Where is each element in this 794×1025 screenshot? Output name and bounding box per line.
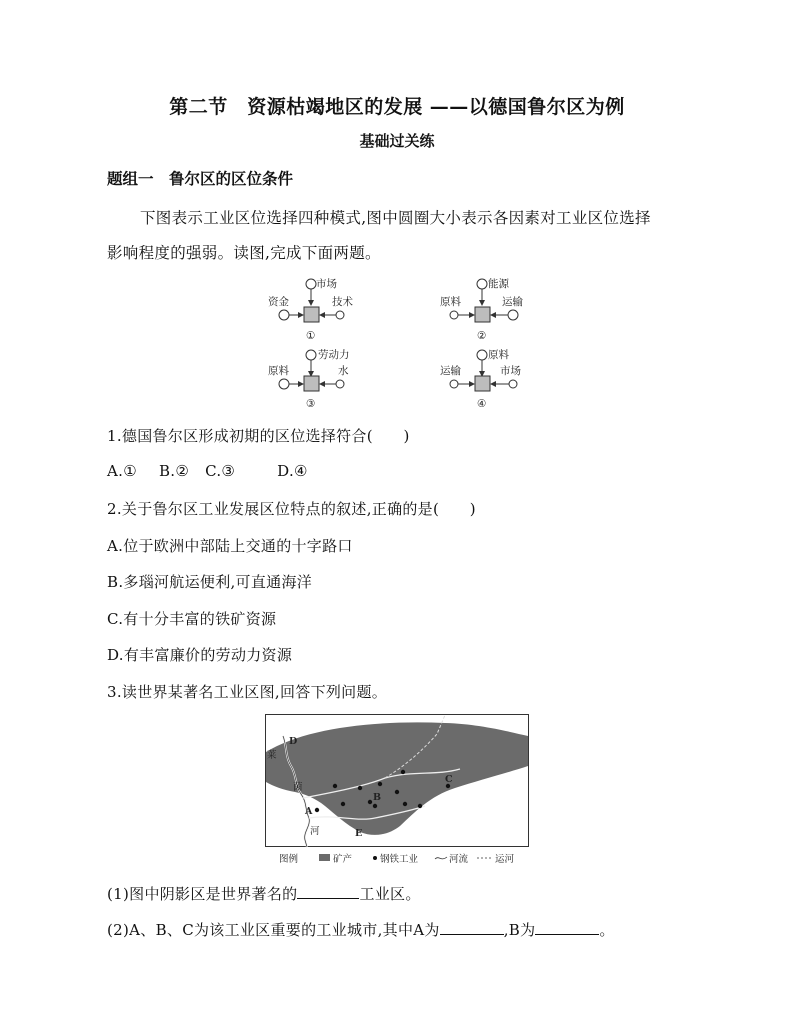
label-right: 水: [338, 365, 349, 377]
question-3-sub-2: [107, 919, 615, 940]
legend-river-symbol: [435, 857, 447, 859]
map-label-a: A: [305, 806, 313, 817]
location-mode-diagrams: [262, 275, 542, 410]
legend-steel: 钢铁工业: [380, 854, 419, 865]
diagram-mode-4: [440, 348, 521, 410]
steel-dot: [341, 802, 345, 806]
factor-circle: [477, 350, 487, 360]
industry-square: [304, 307, 319, 322]
river-char-lai: 莱: [267, 750, 277, 761]
industry-square: [304, 376, 319, 391]
question-2-option-c[interactable]: C.有十分丰富的铁矿资源: [107, 610, 277, 628]
label-right: 技术: [332, 296, 353, 308]
q3-sub1-prefix: (1)图中阴影区是世界著名的: [107, 885, 298, 903]
legend-mine: 矿产: [333, 854, 353, 865]
map-legend: [279, 853, 515, 865]
q3-sub2-answer-a-blank[interactable]: [440, 920, 504, 935]
industry-square: [475, 307, 490, 322]
question-2-stem: 2.关于鲁尔区工业发展区位特点的叙述,正确的是( ): [107, 500, 476, 518]
label-left: 资金: [268, 296, 289, 308]
factor-circle: [279, 379, 289, 389]
map-label-e: E: [355, 828, 363, 839]
q3-sub2-prefix: (2)A、B、C为该工业区重要的工业城市,其中A为: [107, 921, 440, 939]
legend-mine-swatch: [319, 854, 330, 861]
steel-dot: [373, 804, 377, 808]
steel-dot: [358, 786, 362, 790]
q3-sub1-answer-blank[interactable]: [297, 884, 359, 899]
intro-line-2: 影响程度的强弱。读图,完成下面两题。: [107, 244, 381, 262]
diagram-mode-3: [268, 348, 350, 410]
steel-dot: [395, 790, 399, 794]
map-label-d: D: [289, 736, 298, 747]
label-top: 原料: [488, 349, 509, 361]
label-number: ④: [477, 398, 487, 410]
label-left: 运输: [440, 365, 461, 377]
question-1-options: [107, 462, 330, 480]
legend-steel-dot: [373, 856, 377, 860]
factor-circle: [279, 310, 289, 320]
q3-sub2-answer-b-blank[interactable]: [535, 920, 599, 935]
intro-line-1: 下图表示工业区位选择四种模式,图中圆圈大小表示各因素对工业区位选择: [140, 209, 651, 227]
map-label-c: C: [445, 774, 453, 785]
diagram-mode-2: [440, 277, 523, 342]
label-top: 能源: [488, 278, 509, 290]
label-top: 市场: [316, 278, 337, 290]
label-number: ③: [306, 398, 316, 410]
steel-dot: [368, 800, 372, 804]
legend-title: 图例: [279, 854, 299, 865]
steel-dot: [378, 782, 382, 786]
option-b[interactable]: B.②: [158, 462, 190, 480]
question-2-option-a[interactable]: A.位于欧洲中部陆上交通的十字路口: [107, 537, 353, 555]
legend-river: 河流: [449, 854, 469, 865]
factor-circle: [306, 279, 316, 289]
diagram-mode-1: [268, 277, 353, 342]
question-3-sub-1: [107, 883, 421, 904]
label-top: 劳动力: [318, 349, 350, 361]
question-1-stem: 1.德国鲁尔区形成初期的区位选择符合( ): [107, 427, 410, 445]
factor-circle: [477, 279, 487, 289]
page-title: 第二节 资源枯竭地区的发展 ——以德国鲁尔区为例: [169, 96, 625, 118]
map-label-b: B: [373, 792, 382, 803]
page-subtitle: 基础过关练: [359, 132, 435, 150]
factor-circle: [306, 350, 316, 360]
section-heading: 题组一 鲁尔区的区位条件: [107, 169, 294, 188]
option-a[interactable]: A.①: [107, 462, 137, 480]
q3-sub2-middle: ,B为: [503, 921, 536, 939]
ruhr-industrial-map: [265, 714, 531, 869]
label-number: ②: [477, 330, 487, 342]
label-right: 市场: [500, 365, 521, 377]
label-right: 运输: [502, 296, 523, 308]
label-left: 原料: [268, 365, 289, 377]
factor-circle: [450, 311, 458, 319]
question-2-option-d[interactable]: D.有丰富廉价的劳动力资源: [107, 646, 293, 664]
steel-dot: [401, 770, 405, 774]
river-char-yin: 茵: [293, 782, 303, 793]
label-number: ①: [306, 330, 316, 342]
legend-canal: 运河: [495, 854, 515, 865]
option-d[interactable]: D.④: [277, 462, 308, 480]
steel-dot: [315, 808, 319, 812]
factor-circle: [450, 380, 458, 388]
steel-dot: [403, 802, 407, 806]
question-2-option-b[interactable]: B.多瑙河航运便利,可直通海洋: [107, 573, 313, 591]
steel-dot: [418, 804, 422, 808]
river-char-he: 河: [310, 826, 320, 837]
label-left: 原料: [440, 296, 461, 308]
factor-circle: [336, 380, 344, 388]
q3-sub2-suffix: 。: [599, 921, 615, 939]
option-c[interactable]: C.③: [205, 462, 236, 480]
factor-circle: [336, 311, 344, 319]
q3-sub1-suffix: 工业区。: [359, 885, 421, 903]
industry-square: [475, 376, 490, 391]
question-3-stem: 3.读世界某著名工业区图,回答下列问题。: [107, 683, 388, 701]
factor-circle: [509, 380, 517, 388]
factor-circle: [508, 310, 518, 320]
steel-dot: [333, 784, 337, 788]
